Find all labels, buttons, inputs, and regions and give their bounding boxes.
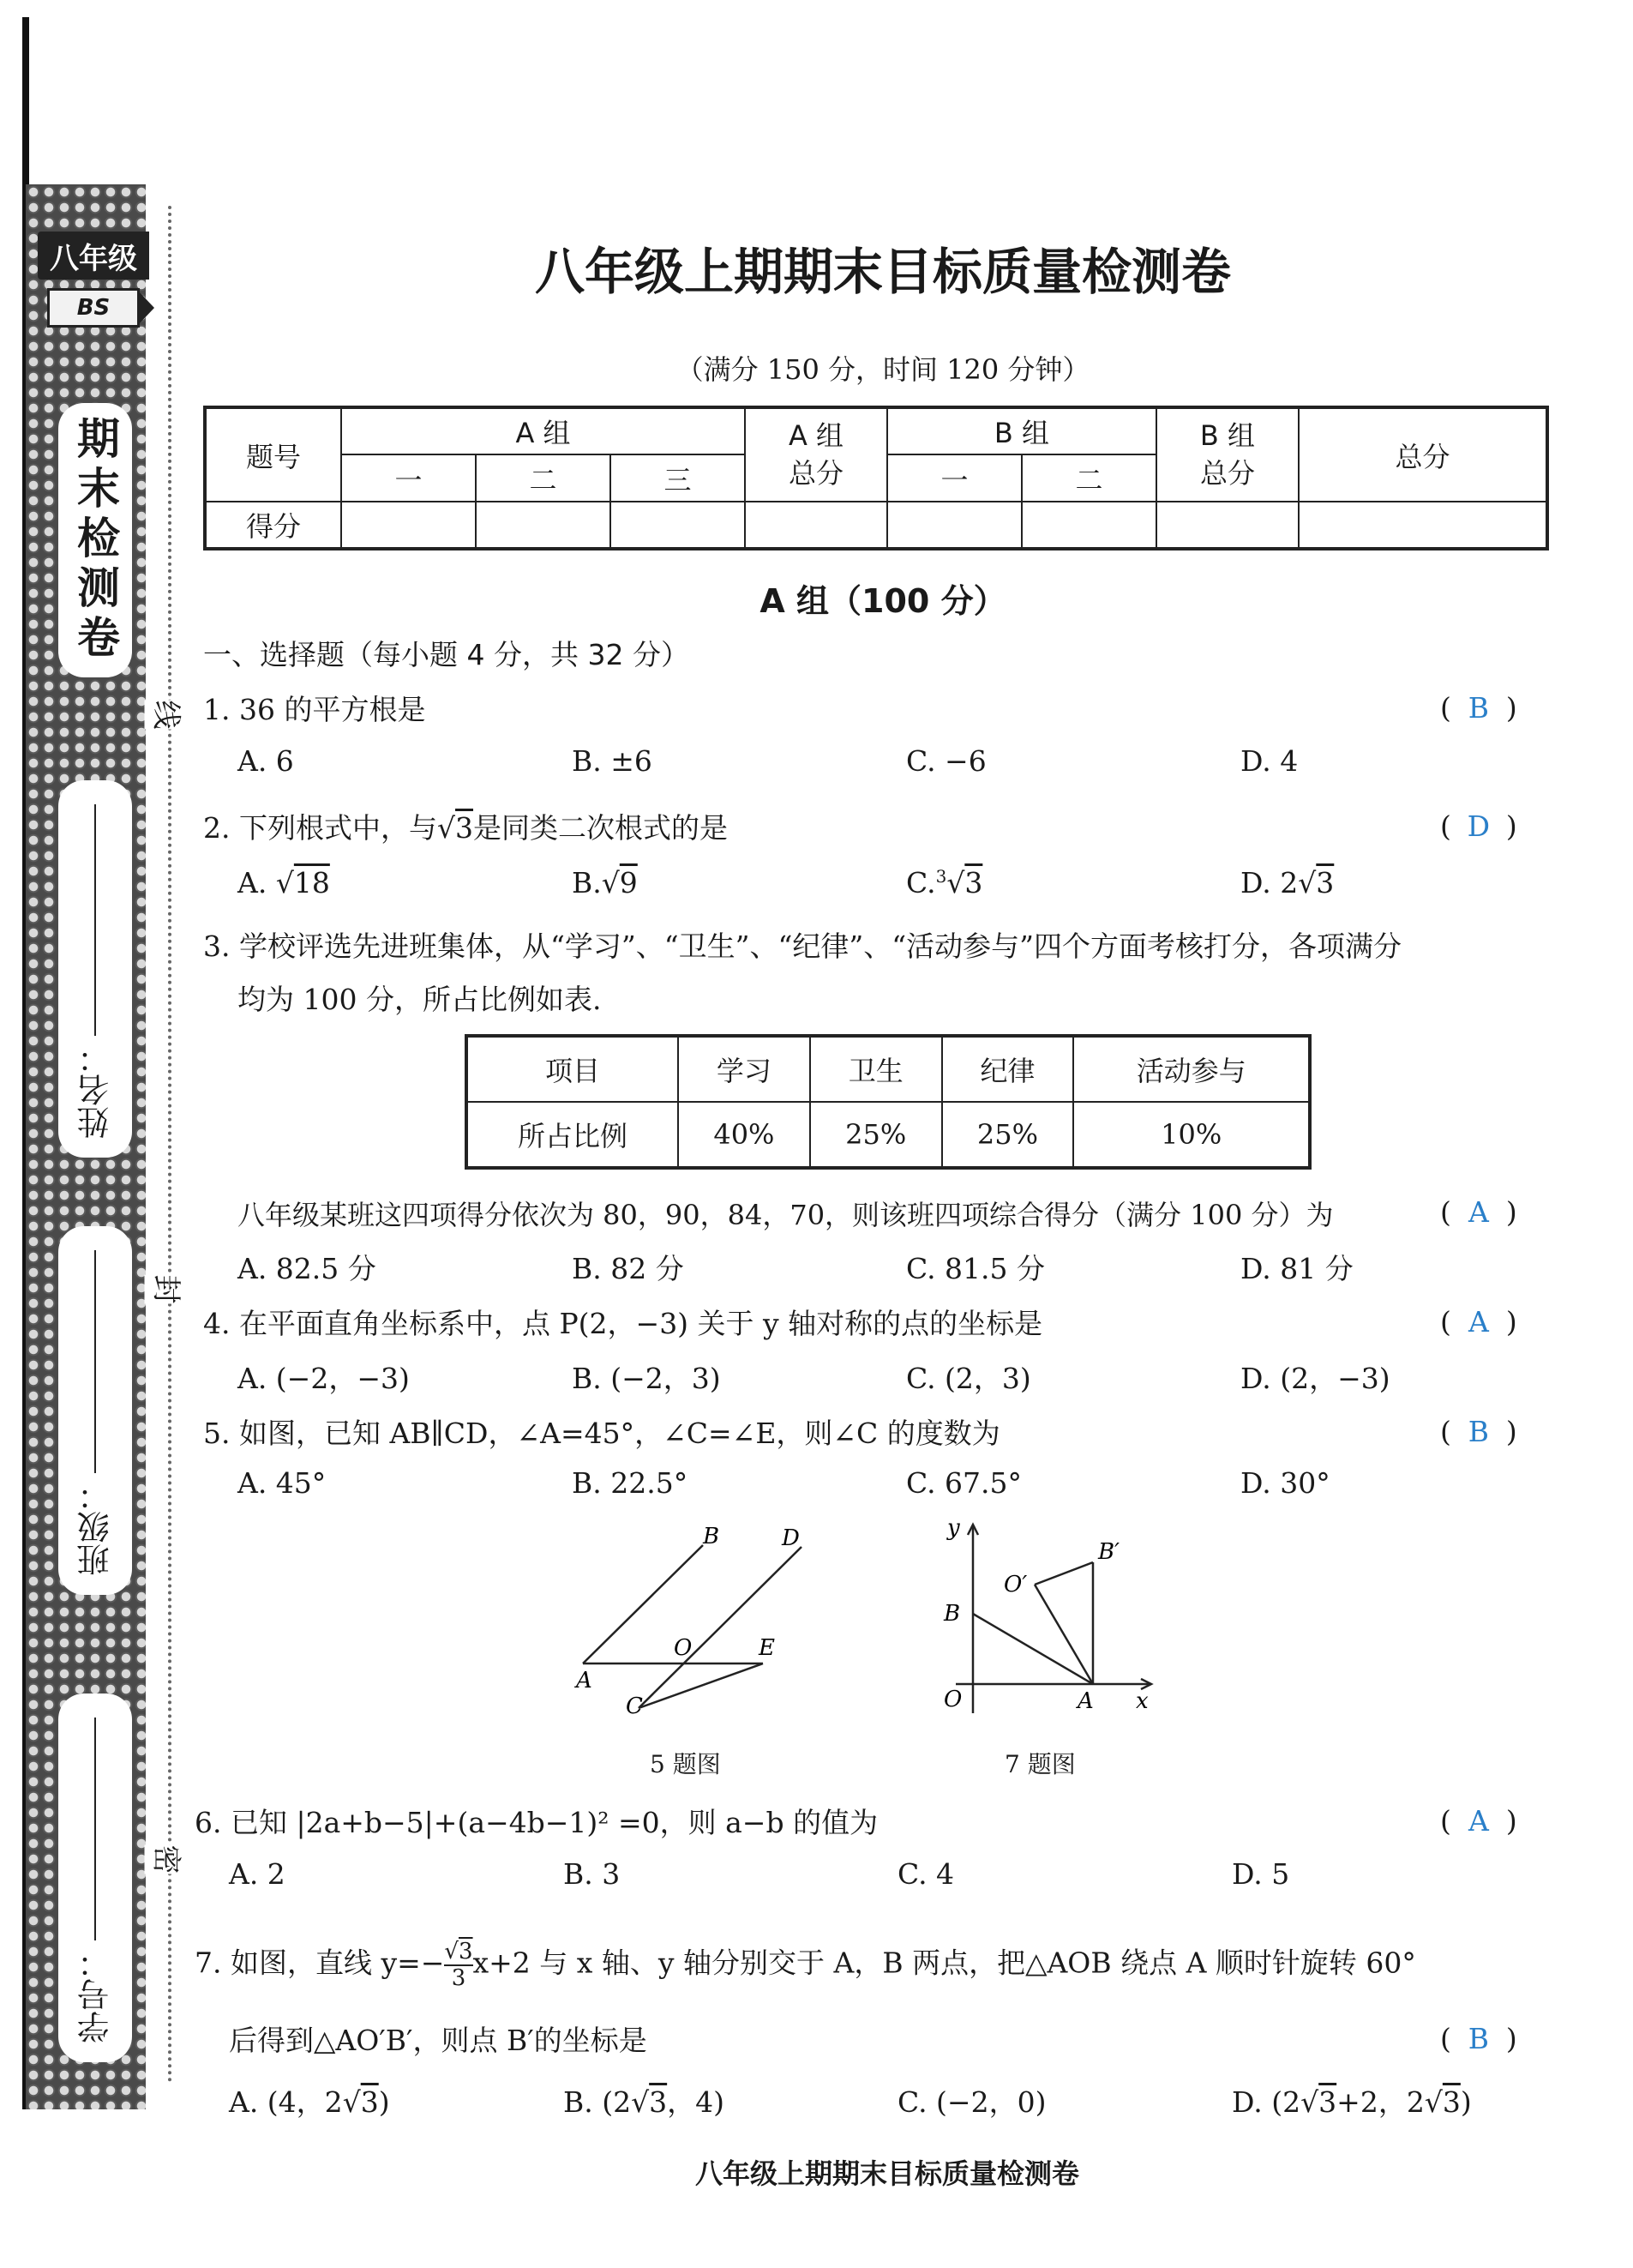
q3-line3: 八年级某班这四项得分依次为 80，90，84，70，则该班四项综合得分（满分 100 分）为	[237, 1199, 1334, 1231]
fig7-label-b: B	[944, 1601, 961, 1627]
q2-c-label: C.	[906, 866, 936, 899]
q5-answer: ( B )	[1440, 1415, 1517, 1448]
th-sub-b1: 一	[887, 454, 1022, 502]
q6-stem: 6. 已知 |2a+b−5|+(a−4b−1)² =0，则 a−b 的值为	[195, 1806, 879, 1839]
q5-option-c: C. 67.5°	[906, 1466, 1023, 1500]
q2-a-label: A.	[237, 866, 267, 899]
q1-answer-value: B	[1468, 691, 1489, 725]
q6-option-d: D. 5	[1232, 1857, 1290, 1891]
q7-d-end: )	[1460, 2085, 1472, 2119]
name-label: 姓名：	[76, 1041, 115, 1139]
q7-b-rad: 3	[649, 2085, 668, 2119]
q3-line2: 均为 100 分，所占比例如表.	[237, 983, 602, 1016]
q7-answer: ( B )	[1440, 2022, 1517, 2055]
q3-option-d: D. 81 分	[1240, 1252, 1354, 1285]
edition-tab: BS	[47, 288, 140, 328]
q2-option-d: D. 2√3	[1240, 866, 1335, 899]
th-sub-2: 二	[476, 454, 610, 502]
q5-stem: 5. 如图，已知 AB∥CD，∠A=45°，∠C=∠E，则∠C 的度数为	[203, 1417, 1000, 1450]
score-cell[interactable]	[476, 502, 610, 549]
prop-cell: 25%	[942, 1102, 1074, 1168]
figure-5	[557, 1526, 832, 1732]
q7-a-end: )	[378, 2085, 390, 2119]
score-cell[interactable]	[1299, 502, 1547, 549]
class-field[interactable]	[58, 1226, 132, 1595]
fig5-label-c: C	[626, 1693, 643, 1719]
q7-b-label: B. (2	[563, 2085, 632, 2119]
q1-option-b: B. ±6	[572, 744, 652, 778]
q1-answer: ( B )	[1440, 691, 1517, 725]
exam-type-label	[58, 403, 132, 677]
section-title: 一、选择题（每小题 4 分，共 32 分）	[203, 638, 689, 671]
q2-option-c: C.$^3$√3	[906, 866, 983, 899]
fig7-label-x: x	[1136, 1688, 1149, 1714]
fig5-label-d: D	[782, 1526, 800, 1551]
group-a-title: A 组（100 分）	[759, 582, 1006, 620]
class-label: 班级：	[76, 1478, 115, 1576]
q2-c-rad: 3	[964, 866, 983, 899]
q7-option-a: A. (4，2√3)	[229, 2085, 390, 2119]
student-id-label: 学号：	[76, 1946, 115, 2043]
fig7-label-a: A	[1078, 1688, 1094, 1714]
q1-option-c: C. −6	[906, 744, 987, 778]
fig7-label-o: O	[944, 1687, 963, 1712]
page-footer: 八年级上期期末目标质量检测卷	[694, 2157, 1079, 2190]
q4-stem: 4. 在平面直角坐标系中，点 P(2，−3) 关于 y 轴对称的点的坐标是	[203, 1307, 1043, 1340]
proportion-table	[465, 1034, 1312, 1170]
q7-option-c: C. (−2，0)	[898, 2085, 1047, 2119]
q7-d-mid: +2，2	[1336, 2085, 1425, 2119]
exam-type-text: 期末检测卷	[70, 416, 120, 665]
score-cell[interactable]	[1022, 502, 1156, 549]
q2-option-a: A. √18	[237, 866, 330, 899]
q2-answer: ( D )	[1440, 809, 1517, 843]
q7-option-d: D. (2√3+2，2√3)	[1232, 2085, 1472, 2119]
q1-stem: 1. 36 的平方根是	[203, 693, 426, 726]
score-cell[interactable]	[1156, 502, 1299, 549]
student-id-field[interactable]	[58, 1693, 132, 2062]
q5-option-b: B. 22.5°	[572, 1466, 688, 1500]
q2-a-rad: 18	[293, 866, 330, 899]
q7-option-b: B. (2√3，4)	[563, 2085, 725, 2119]
q3-option-a: A. 82.5 分	[237, 1252, 376, 1285]
q7-frac-den: 3	[451, 1964, 466, 1991]
th-a-total-1: A 组	[788, 419, 844, 453]
q7-line2: 后得到△AO′B′，则点 B′的坐标是	[229, 2024, 647, 2057]
prop-header: 卫生	[810, 1036, 942, 1102]
q7-fraction	[444, 1940, 472, 1990]
q4-answer: ( A )	[1440, 1305, 1517, 1339]
prop-header: 纪律	[942, 1036, 1074, 1102]
q5-option-a: A. 45°	[237, 1466, 327, 1500]
fig5-label-o: O	[674, 1635, 693, 1661]
fig7-label-y: y	[947, 1515, 960, 1541]
th-b-total	[1156, 407, 1299, 502]
page-title: 八年级上期期末目标质量检测卷	[534, 243, 1231, 301]
th-sub-b2: 二	[1022, 454, 1156, 502]
score-cell[interactable]	[341, 502, 476, 549]
grade-tab: 八年级	[38, 232, 149, 280]
th-a-total	[745, 407, 887, 502]
q2-stem-b: 是同类二次根式的是	[473, 811, 729, 845]
q2-d-label: D. 2	[1240, 866, 1299, 899]
q2-b-label: B.	[572, 866, 602, 899]
q2-stem-a: 2. 下列根式中，与	[203, 811, 437, 845]
q7-stem	[195, 1940, 1416, 1990]
q7-d-rad: 3	[1318, 2085, 1337, 2119]
fig7-caption: 7 题图	[1005, 1750, 1076, 1778]
th-a-total-2: 总分	[788, 456, 844, 490]
q6-option-a: A. 2	[229, 1857, 285, 1891]
th-b-group: B 组	[887, 407, 1156, 454]
fig5-label-e: E	[759, 1635, 775, 1661]
q6-option-b: B. 3	[563, 1857, 621, 1891]
q7-a-rad: 3	[360, 2085, 379, 2119]
q2-b-rad: 9	[619, 866, 638, 899]
prop-header: 项目	[466, 1036, 678, 1102]
prop-header: 学习	[678, 1036, 810, 1102]
fig7-label-bprime: B′	[1098, 1539, 1120, 1565]
figure-7	[930, 1509, 1170, 1732]
th-tihao: 题号	[205, 407, 341, 502]
class-line	[94, 1250, 96, 1473]
q5-option-d: D. 30°	[1240, 1466, 1330, 1500]
q7-d-label: D. (2	[1232, 2085, 1301, 2119]
score-table	[203, 406, 1549, 550]
q4-answer-value: A	[1468, 1305, 1489, 1339]
exam-info: （满分 150 分，时间 120 分钟）	[675, 353, 1090, 386]
th-sub-1: 一	[341, 454, 476, 502]
th-b-total-1: B 组	[1199, 419, 1256, 453]
q1-option-a: A. 6	[237, 744, 294, 778]
q6-answer-value: A	[1468, 1804, 1489, 1838]
q2-option-b: B.√9	[572, 866, 638, 899]
th-a-group: A 组	[341, 407, 745, 454]
q4-option-c: C. (2，3)	[906, 1362, 1031, 1395]
q7-frac-num-rad: 3	[459, 1939, 473, 1964]
cut-line	[168, 206, 171, 2084]
fig7-label-oprime: O′	[1004, 1572, 1028, 1597]
q2-stem: 2. 下列根式中，与√3是同类二次根式的是	[203, 811, 729, 845]
q4-option-d: D. (2，−3)	[1240, 1362, 1390, 1395]
q5-answer-value: B	[1468, 1415, 1489, 1448]
score-cell[interactable]	[610, 502, 745, 549]
th-sub-3: 三	[610, 454, 745, 502]
seal-mark-feng: 封	[145, 1275, 194, 1304]
q2-d-rad: 3	[1316, 866, 1335, 899]
th-b-total-2: 总分	[1199, 456, 1255, 490]
q7-a-label: A. (4，2	[229, 2085, 343, 2119]
q2-c-index: 3	[935, 866, 947, 887]
q2-answer-value: D	[1467, 809, 1491, 843]
prop-cell: 所占比例	[466, 1102, 678, 1168]
prop-header: 活动参与	[1073, 1036, 1310, 1102]
q1-option-d: D. 4	[1240, 744, 1299, 778]
name-line	[94, 804, 96, 1036]
q7-frac-num: √3	[444, 1939, 473, 1964]
score-cell[interactable]	[745, 502, 887, 549]
q3-answer: ( A )	[1440, 1195, 1517, 1229]
q4-option-a: A. (−2，−3)	[237, 1362, 410, 1395]
th-total: 总分	[1299, 407, 1547, 502]
q4-option-b: B. (−2，3)	[572, 1362, 721, 1395]
fig5-label-a: A	[576, 1668, 592, 1693]
q3-answer-value: A	[1468, 1195, 1489, 1229]
q6-option-c: C. 4	[898, 1857, 955, 1891]
q7-d-rad2: 3	[1442, 2085, 1461, 2119]
prop-cell: 10%	[1073, 1102, 1310, 1168]
th-defen: 得分	[205, 502, 341, 549]
q3-option-c: C. 81.5 分	[906, 1252, 1046, 1285]
q6-answer: ( A )	[1440, 1804, 1517, 1838]
prop-cell: 25%	[810, 1102, 942, 1168]
q7-stem-b: x+2 与 x 轴、y 轴分别交于 A，B 两点，把△AOB 绕点 A 顺时针旋转 60°	[472, 1946, 1416, 1980]
fig5-caption: 5 题图	[650, 1750, 721, 1778]
q2-radicand: 3	[455, 811, 474, 845]
score-cell[interactable]	[887, 502, 1022, 549]
q7-stem-a: 7. 如图，直线 y=−	[195, 1946, 445, 1980]
name-field[interactable]	[58, 780, 132, 1158]
seal-mark-xian: 线	[145, 701, 194, 730]
student-id-line	[94, 1718, 96, 1940]
q7-b-end: ，4)	[667, 2085, 725, 2119]
q3-option-b: B. 82 分	[572, 1252, 684, 1285]
q7-answer-value: B	[1468, 2022, 1489, 2055]
fig5-label-b: B	[703, 1526, 720, 1549]
q3-line1: 3. 学校评选先进班集体，从“学习”、“卫生”、“纪律”、“活动参与”四个方面考核打分，各项满分	[203, 929, 1402, 963]
seal-mark-mi: 密	[145, 1845, 194, 1874]
prop-cell: 40%	[678, 1102, 810, 1168]
